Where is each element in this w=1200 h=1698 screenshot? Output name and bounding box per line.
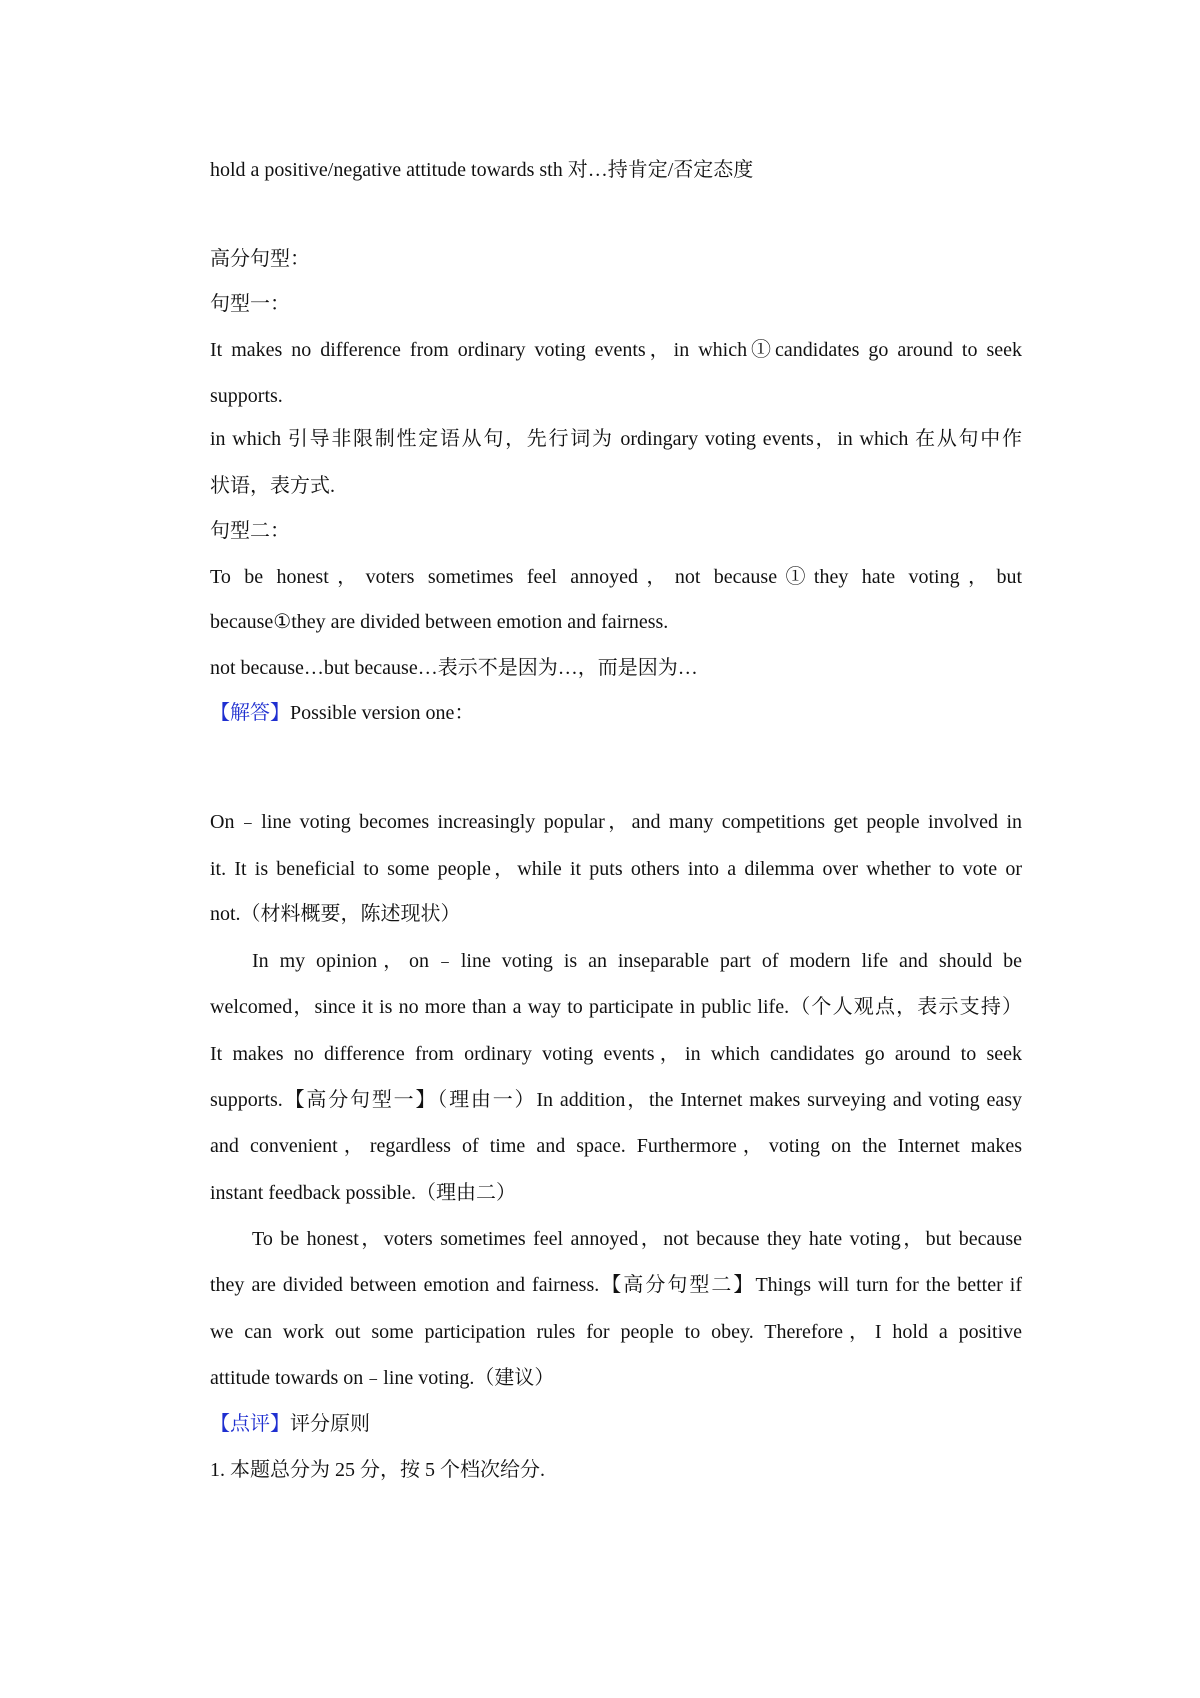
review-tag: 【点评】 (210, 1413, 290, 1435)
essay-p3-line2: they are divided between emotion and fairness.【高分句型二】Things will turn for the better if (210, 1274, 1022, 1296)
essay-p2-line3: It makes no difference from ordinary voting events，in which candidates go around to seek (210, 1043, 1022, 1065)
phrase-line: hold a positive/negative attitude towards sth 对…持肯定/否定态度 (210, 159, 754, 181)
heading-pattern-two: 句型二： (210, 520, 290, 542)
essay-p3-line1: To be honest，voters sometimes feel annoyed，not because they hate voting，but because (252, 1228, 1022, 1250)
answer-line (210, 699, 1022, 727)
essay-p1-line2: it. It is beneficial to some people，while it puts others into a dilemma over whether to vote or (210, 858, 1022, 880)
review-text: 评分原则 (290, 1413, 370, 1435)
review-line (210, 1410, 1022, 1438)
essay-p1-line1: On﹣line voting becomes increasingly popular，and many competitions get people involved in (210, 811, 1022, 833)
pattern-one-note-line1: in which 引导非限制性定语从句，先行词为 ordingary voting events，in which 在从句中作 (210, 428, 1022, 450)
essay-p3-line4: attitude towards on﹣line voting.（建议） (210, 1367, 555, 1389)
essay-p2-line5: and convenient，regardless of time and space. Furthermore，voting on the Internet makes (210, 1135, 1022, 1157)
essay-p3-line3: we can work out some participation rules for people to obey. Therefore，I hold a positive (210, 1321, 1022, 1343)
answer-text: Possible version one： (290, 702, 475, 724)
essay-p2-line1: In my opinion，on﹣line voting is an inseparable part of modern life and should be (252, 950, 1022, 972)
pattern-one-sentence-line2: supports. (210, 385, 283, 407)
scoring-rule-1: 1. 本题总分为 25 分，按 5 个档次给分. (210, 1459, 545, 1481)
essay-p2-line6: instant feedback possible.（理由二） (210, 1182, 517, 1204)
pattern-two-sentence-line2: because①they are divided between emotion and fairness. (210, 611, 669, 633)
essay-p2-line2: welcomed，since it is no more than a way to participate in public life.（个人观点，表示支持） (210, 996, 1022, 1018)
heading-pattern-one: 句型一： (210, 293, 290, 315)
pattern-two-note: not because…but because…表示不是因为…，而是因为… (210, 657, 698, 679)
essay-p1-line3: not.（材料概要，陈述现状） (210, 903, 461, 925)
essay-p2-line4: supports.【高分句型一】（理由一）In addition，the Internet makes surveying and voting easy (210, 1089, 1022, 1111)
pattern-one-note-line2: 状语，表方式. (210, 475, 335, 497)
pattern-two-sentence-line1: To be honest，voters sometimes feel annoyed，not because①they hate voting，but (210, 566, 1022, 588)
pattern-one-sentence-line1: It makes no difference from ordinary voting events，in which①candidates go around to seek (210, 339, 1022, 361)
heading-high-score-patterns: 高分句型： (210, 248, 310, 270)
answer-tag: 【解答】 (210, 702, 290, 724)
